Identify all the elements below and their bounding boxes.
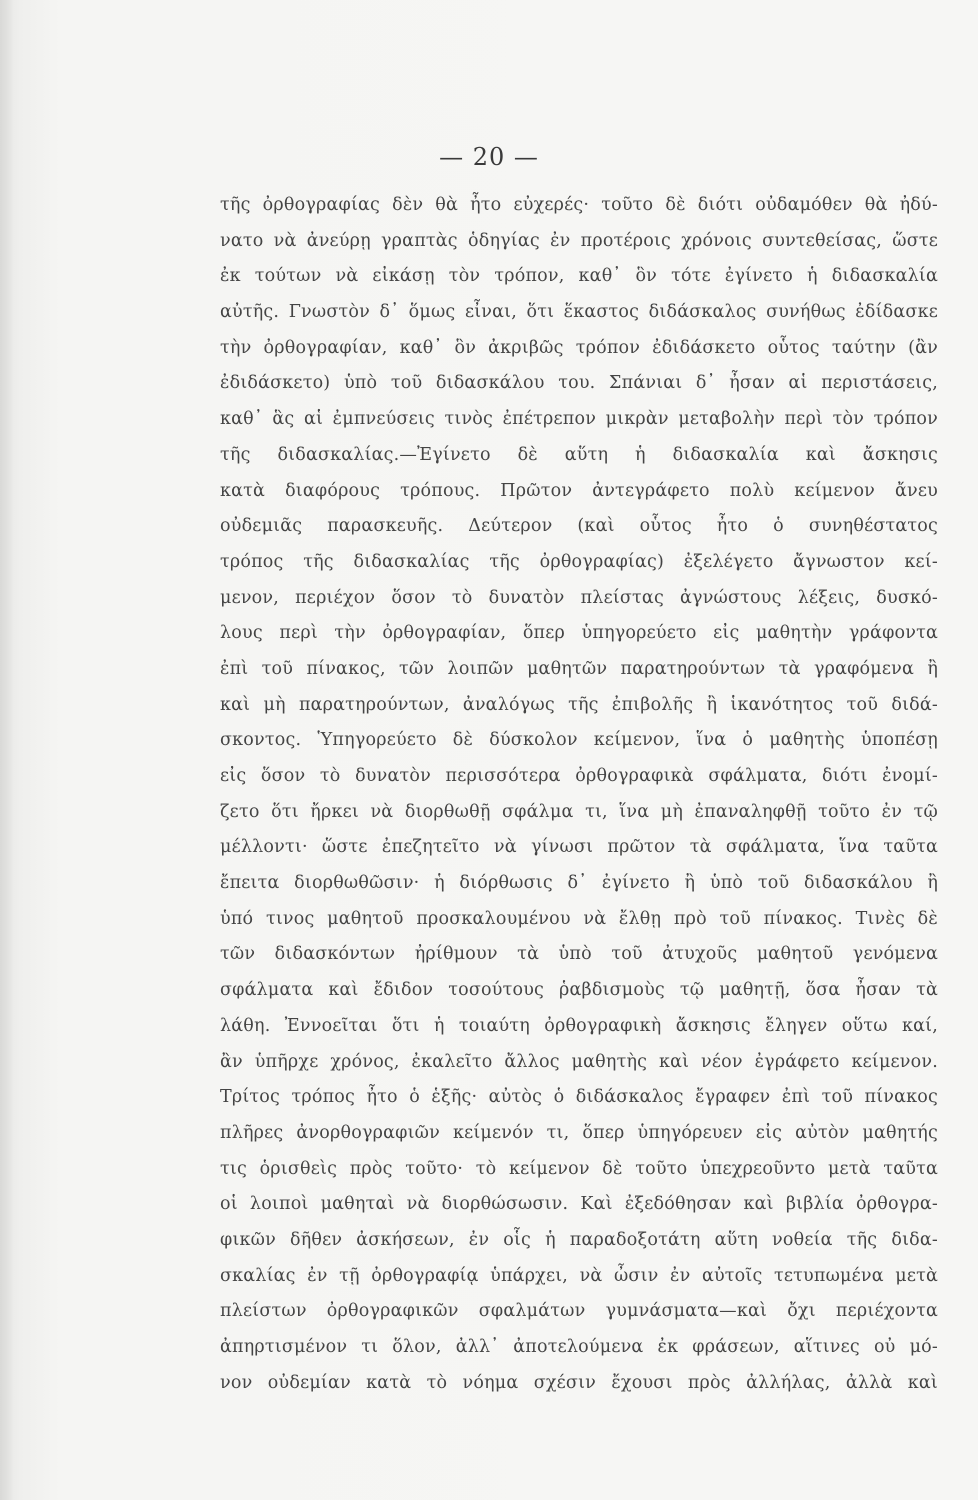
text-line: καὶ μὴ παρατηρούντων, ἀναλόγως τῆς ἐπιβολῆς ἢ ἱκανότητος τοῦ διδά- xyxy=(220,694,938,715)
text-line: οἱ λοιποὶ μαθηταὶ νὰ διορθώσωσιν. Καὶ ἐξεδόθησαν καὶ βιβλία ὀρθογρα- xyxy=(220,1194,938,1215)
text-line: ἐδιδάσκετο) ὑπὸ τοῦ διδασκάλου του. Σπάνιαι δ᾿ ἦσαν αἱ περιστάσεις, xyxy=(220,373,938,394)
text-line: ἐκ τούτων νὰ εἰκάσῃ τὸν τρόπον, καθ᾿ ὃν τότε ἐγίνετο ἡ διδασκαλία xyxy=(220,266,938,287)
text-line: ἀπηρτισμένον τι ὅλον, ἀλλ᾿ ἀποτελούμενα ἐκ φράσεων, αἵτινες οὐ μό- xyxy=(220,1337,938,1357)
text-line: ἔπειτα διορθωθῶσιν· ἡ διόρθωσις δ᾿ ἐγίνετο ἢ ὑπὸ τοῦ διδασκάλου ἢ xyxy=(220,873,938,894)
text-line: νατο νὰ ἀνεύρῃ γραπτὰς ὁδηγίας ἐν προτέροις χρόνοις συντεθείσας, ὥστε xyxy=(220,230,938,251)
text-line: λάθη. Ἐννοεῖται ὅτι ἡ τοιαύτη ὀρθογραφικὴ ἄσκησις ἔληγεν οὕτω καί, xyxy=(220,1015,938,1036)
text-line: νον οὐδεμίαν κατὰ τὸ νόημα σχέσιν ἔχουσι πρὸς ἀλλήλας, ἀλλὰ καὶ xyxy=(220,1372,938,1393)
text-line: σκοντος. Ὑπηγορεύετο δὲ δύσκολον κείμενον, ἵνα ὁ μαθητὴς ὑποπέσῃ xyxy=(220,730,938,751)
text-line: φικῶν δῆθεν ἀσκήσεων, ἐν οἷς ἡ παραδοξοτάτη αὕτη νοθεία τῆς διδα- xyxy=(220,1229,938,1250)
text-line: μενον, περιέχον ὅσον τὸ δυνατὸν πλείστας ἀγνώστους λέξεις, δυσκό- xyxy=(220,587,938,608)
text-line: κατὰ διαφόρους τρόπους. Πρῶτον ἀντεγράφετο πολὺ κείμενον ἄνευ xyxy=(220,480,938,501)
text-line: σκαλίας ἐν τῇ ὀρθογραφίᾳ ὑπάρχει, νὰ ὦσιν ἐν αὐτοῖς τετυπωμένα μετὰ xyxy=(220,1265,938,1286)
text-line: λους περὶ τὴν ὀρθογραφίαν, ὅπερ ὑπηγορεύετο εἰς μαθητὴν γράφοντα xyxy=(220,623,938,644)
text-line: καθ᾿ ἃς αἱ ἐμπνεύσεις τινὸς ἐπέτρεπον μικρὰν μεταβολὴν περὶ τὸν τρόπον xyxy=(220,409,938,430)
text-line: τῆς ὀρθογραφίας δὲν θὰ ἦτο εὐχερές· τοῦτο δὲ διότι οὐδαμόθεν θὰ ἠδύ- xyxy=(220,195,938,215)
binding-gutter-shadow xyxy=(0,0,14,1500)
text-line: ὑπό τινος μαθητοῦ προσκαλουμένου νὰ ἔλθῃ πρὸ τοῦ πίνακος. Τινὲς δὲ xyxy=(220,908,938,929)
text-line: οὐδεμιᾶς παρασκευῆς. Δεύτερον (καὶ οὗτος ἦτο ὁ συνηθέστατος xyxy=(220,516,938,537)
text-line: τῶν διδασκόντων ἠρίθμουν τὰ ὑπὸ τοῦ ἀτυχοῦς μαθητοῦ γενόμενα xyxy=(220,944,938,965)
text-line: μέλλοντι· ὥστε ἐπεζητεῖτο νὰ γίνωσι πρῶτον τὰ σφάλματα, ἵνα ταῦτα xyxy=(220,837,938,858)
page-number: — 20 — xyxy=(439,143,539,171)
text-line: ἐπὶ τοῦ πίνακος, τῶν λοιπῶν μαθητῶν παρατηρούντων τὰ γραφόμενα ἢ xyxy=(220,658,938,679)
text-line: σφάλματα καὶ ἔδιδον τοσούτους ῥαβδισμοὺς τῷ μαθητῇ, ὅσα ἦσαν τὰ xyxy=(220,980,938,1001)
text-line: εἰς ὅσον τὸ δυνατὸν περισσότερα ὀρθογραφικὰ σφάλματα, διότι ἐνομί- xyxy=(220,766,938,786)
text-line: πλῆρες ἀνορθογραφιῶν κείμενόν τι, ὅπερ ὑπηγόρευεν εἰς αὐτὸν μαθητής xyxy=(220,1122,938,1143)
text-line: ζετο ὅτι ἤρκει νὰ διορθωθῇ σφάλμα τι, ἵνα μὴ ἐπαναληφθῇ τοῦτο ἐν τῷ xyxy=(220,801,938,822)
body-text xyxy=(220,188,938,1401)
text-line: τις ὁρισθεὶς πρὸς τοῦτο· τὸ κείμενον δὲ τοῦτο ὑπεχρεοῦντο μετὰ ταῦτα xyxy=(220,1158,938,1179)
text-line: Τρίτος τρόπος ἦτο ὁ ἑξῆς· αὐτὸς ὁ διδάσκαλος ἔγραφεν ἐπὶ τοῦ πίνακος xyxy=(220,1087,938,1108)
text-line: τὴν ὀρθογραφίαν, καθ᾿ ὃν ἀκριβῶς τρόπον ἐδιδάσκετο οὗτος ταύτην (ἂν xyxy=(220,337,938,358)
text-line: τῆς διδασκαλίας.—Ἐγίνετο δὲ αὕτη ἡ διδασκαλία καὶ ἄσκησις xyxy=(220,444,938,465)
text-line: τρόπος τῆς διδασκαλίας τῆς ὀρθογραφίας) ἐξελέγετο ἄγνωστον κεί- xyxy=(220,551,938,572)
text-line: πλείστων ὀρθογραφικῶν σφαλμάτων γυμνάσματα—καὶ ὄχι περιέχοντα xyxy=(220,1301,938,1322)
text-line: ἂν ὑπῆρχε χρόνος, ἐκαλεῖτο ἄλλος μαθητὴς καὶ νέον ἐγράφετο κείμενον. xyxy=(220,1051,938,1072)
text-line: αὐτῆς. Γνωστὸν δ᾿ ὅμως εἶναι, ὅτι ἕκαστος διδάσκαλος συνήθως ἐδίδασκε xyxy=(220,302,938,323)
